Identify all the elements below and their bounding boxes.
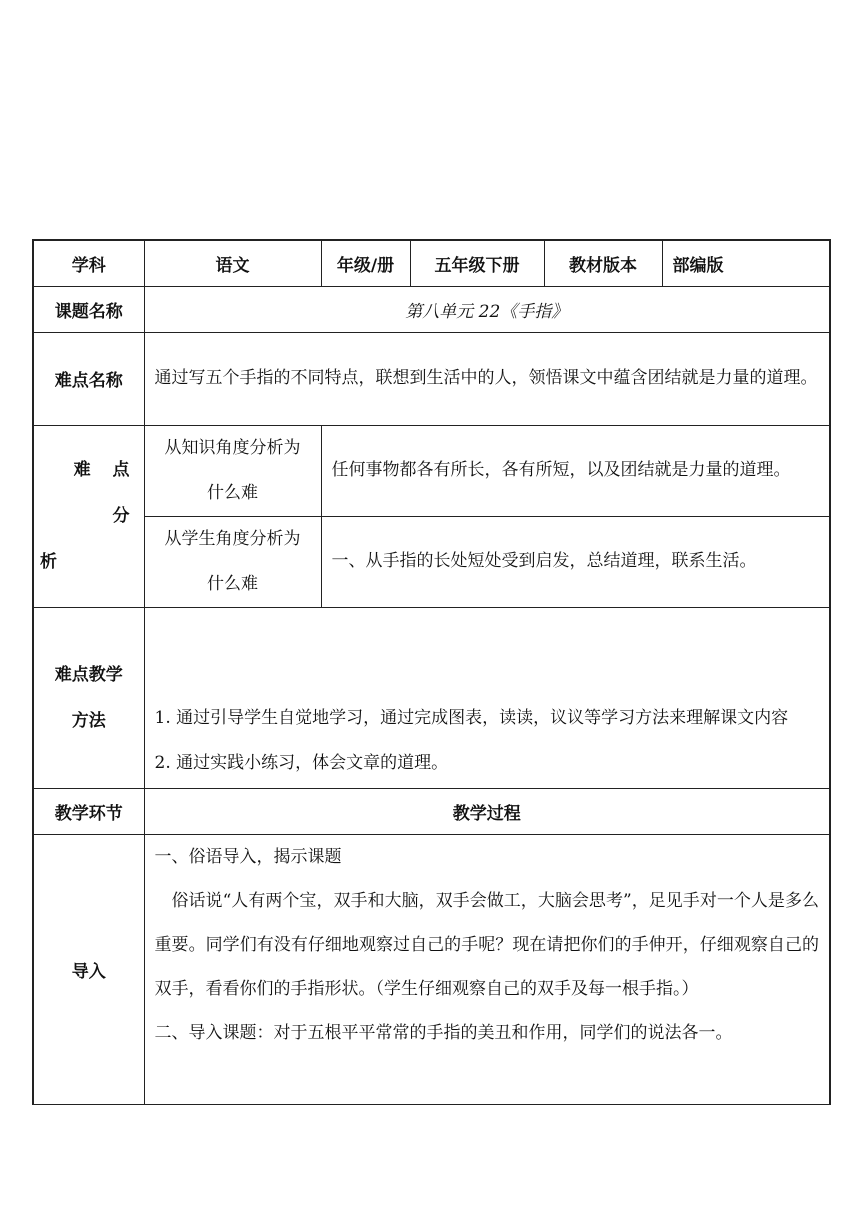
method-row [33,607,830,788]
lesson-row [33,286,830,332]
analysis-label-line2: 析 [40,552,57,572]
difficulty-value: 通过写五个手指的不同特点，联想到生活中的人，领悟课文中蕴含团结就是力量的道理。 [144,332,830,425]
method-item-2: 2. 通过实践小练习，体会文章的道理。 [154,752,449,773]
intro-row [33,834,830,1104]
analysis-row-knowledge [33,425,830,516]
intro-paragraph-3: 二、导入课题：对于五根平平常常的手指的美丑和作用，同学们的说法各一。 [154,1022,733,1043]
student-label: 从学生角度分析为什么难 [144,516,321,607]
edition-value: 部编版 [662,240,830,286]
lesson-plan-table [32,239,831,1105]
method-item-1: 1. 通过引导学生自觉地学习，通过完成图表，读读，议议等学习方法来理解课文内容 [154,707,789,728]
method-label [33,607,144,788]
intro-label: 导入 [33,834,144,1104]
intro-paragraph-1: 一、俗语导入，揭示课题 [154,846,342,867]
grade-value: 五年级下册 [410,240,544,286]
process-header-row [33,788,830,834]
knowledge-label: 从知识角度分析为什么难 [144,425,321,516]
intro-content [144,834,830,1104]
subject-label: 学科 [33,240,144,286]
analysis-label-line1: 难 点 分 [73,460,138,526]
section-label: 教学环节 [33,788,144,834]
process-label: 教学过程 [144,788,830,834]
difficulty-row [33,332,830,425]
knowledge-value: 任何事物都各有所长，各有所短，以及团结就是力量的道理。 [321,425,830,516]
intro-paragraph-2: 俗话说“人有两个宝，双手和大脑，双手会做工，大脑会思考”，足见手对一个人是多么重要。同学们有没有仔细地观察过自己的手呢？现在请把你们的手伸开，仔细观察自己的双手，看看你们的手指形状。（学生仔细观察自己的双手及每一根手指。） [154,890,819,999]
method-label-line1: 难点教学 [54,664,123,685]
method-label-line2: 方法 [71,710,106,731]
lesson-value: 第八单元 22《手指》 [144,286,830,332]
difficulty-label: 难点名称 [33,332,144,425]
edition-label: 教材版本 [544,240,662,286]
subject-value: 语文 [144,240,321,286]
lesson-label: 课题名称 [33,286,144,332]
analysis-label [33,425,144,607]
header-row [33,240,830,286]
method-value [144,607,830,788]
analysis-row-student [33,516,830,607]
student-value: 一、从手指的长处短处受到启发，总结道理，联系生活。 [321,516,830,607]
grade-label: 年级/册 [321,240,410,286]
